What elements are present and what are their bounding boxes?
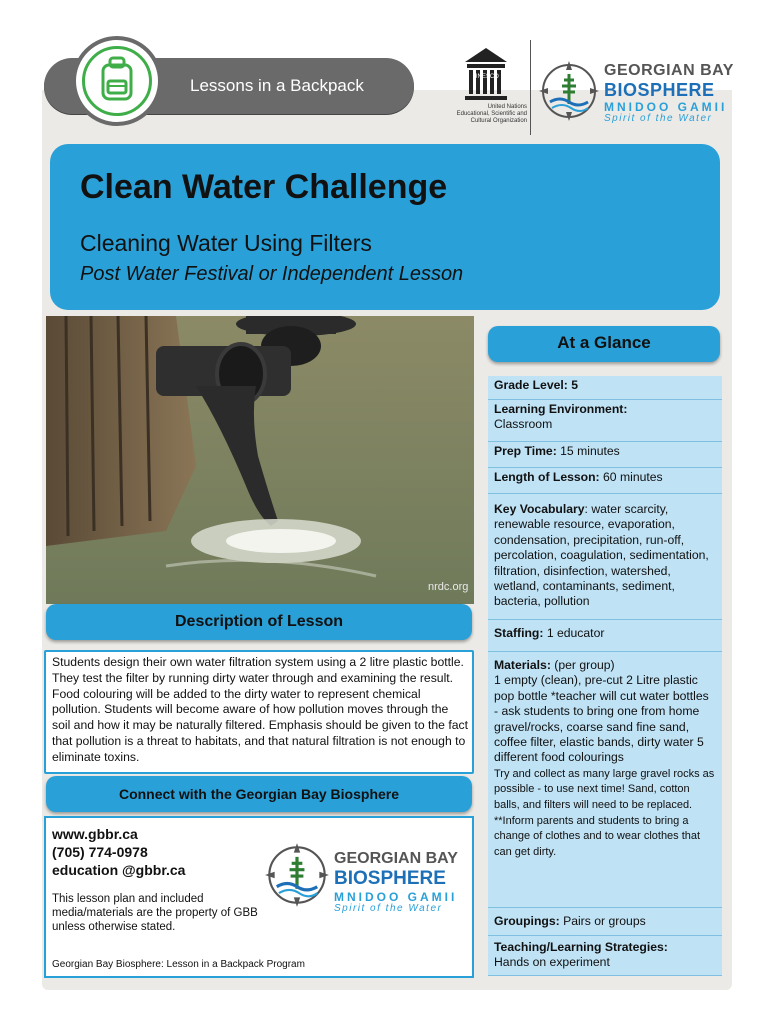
logo-small-georgian-bay: GEORGIAN BAY (334, 850, 458, 867)
description-heading: Description of Lesson (46, 604, 472, 640)
teaching-strategies-row: Teaching/Learning Strategies: Hands on experiment (488, 936, 722, 976)
page-subtitle: Cleaning Water Using Filters (80, 230, 372, 256)
staffing-row: Staffing: 1 educator (488, 620, 722, 652)
connect-heading: Connect with the Georgian Bay Biosphere (46, 776, 472, 812)
logo-line-spirit: Spirit of the Water (604, 113, 713, 124)
biosphere-compass-logo (538, 60, 600, 122)
pollution-pipe-photo (46, 316, 474, 604)
website-link[interactable]: www.gbbr.ca (52, 826, 138, 842)
grade-level-row: Grade Level: 5 (488, 376, 722, 400)
logo-small-spirit: Spirit of the Water (334, 903, 443, 914)
series-label: Lessons in a Backpack (190, 76, 364, 95)
biosphere-compass-logo-small (264, 842, 330, 908)
lesson-length-row: Length of Lesson: 60 minutes (488, 468, 722, 494)
logo-line-georgian-bay: GEORGIAN BAY (604, 62, 734, 79)
phone-number[interactable]: (705) 774-0978 (52, 844, 148, 860)
program-footer: Georgian Bay Biosphere: Lesson in a Backpack Program (52, 959, 305, 970)
key-vocabulary-row: Key Vocabulary: water scarcity, renewable resource, evaporation, condensation, precipitation, run-off, percolation, coagulation, sedimentation, filtration, disinfection, watershed, wetland, contaminants, sediment, bacteria, pollution (488, 494, 722, 620)
description-body: Students design their own water filtration system using a 2 litre plastic bottle. They test the filter by running dirty water through and examining the result. Food colouring will be added to the dirty water to represent chemical pollution. Students will become aware of how pollution moves through the soil and how it may be naturally filtered. Emphasis should be given to the fact that pollution is a threat to habitats, and that natural filtration is not enough to eliminate toxins. (52, 655, 468, 764)
glance-heading: At a Glance (488, 326, 720, 362)
prep-time-row: Prep Time: 15 minutes (488, 442, 722, 468)
unesco-caption: United Nations Educational, Scientific and Cultural Organization (456, 104, 527, 124)
logo-line-mnidoo-gamii: MNIDOO GAMII (604, 100, 728, 114)
header-divider (530, 40, 531, 135)
page-title: Clean Water Challenge (80, 168, 448, 206)
unesco-logo (445, 40, 527, 140)
groupings-row: Groupings: Pairs or groups (488, 908, 722, 936)
page-subtitle-secondary: Post Water Festival or Independent Lesson (80, 263, 464, 285)
photo-credit: nrdc.org (428, 581, 469, 593)
logo-line-biosphere: BIOSPHERE (604, 80, 715, 100)
ownership-note: This lesson plan and included media/materials are the property of GBB unless otherwise stated. (52, 893, 258, 933)
backpack-icon (82, 46, 152, 116)
materials-row: Materials: (per group) 1 empty (clean), pre-cut 2 Litre plastic pop bottle *teacher will cut water bottles - ask students to bring one from home gravel/rocks, coarse sand fine sand, coffee filter, elastic bands, dirty water 5 different food colourings Try and collect as many large gravel rocks as possible - to use next time! Sand, cotton balls, and filters will need to be replaced. **Inform parents and students to bring a change of clothes and to wear clothes that can get dirty. (488, 652, 722, 908)
email-link[interactable]: education @gbbr.ca (52, 862, 186, 878)
unesco-wordmark: UNESCO (473, 74, 499, 80)
logo-small-biosphere: BIOSPHERE (334, 868, 446, 889)
learning-environment-row: Learning Environment: Classroom (488, 400, 722, 442)
logo-small-mnidoo-gamii: MNIDOO GAMII (334, 890, 458, 904)
